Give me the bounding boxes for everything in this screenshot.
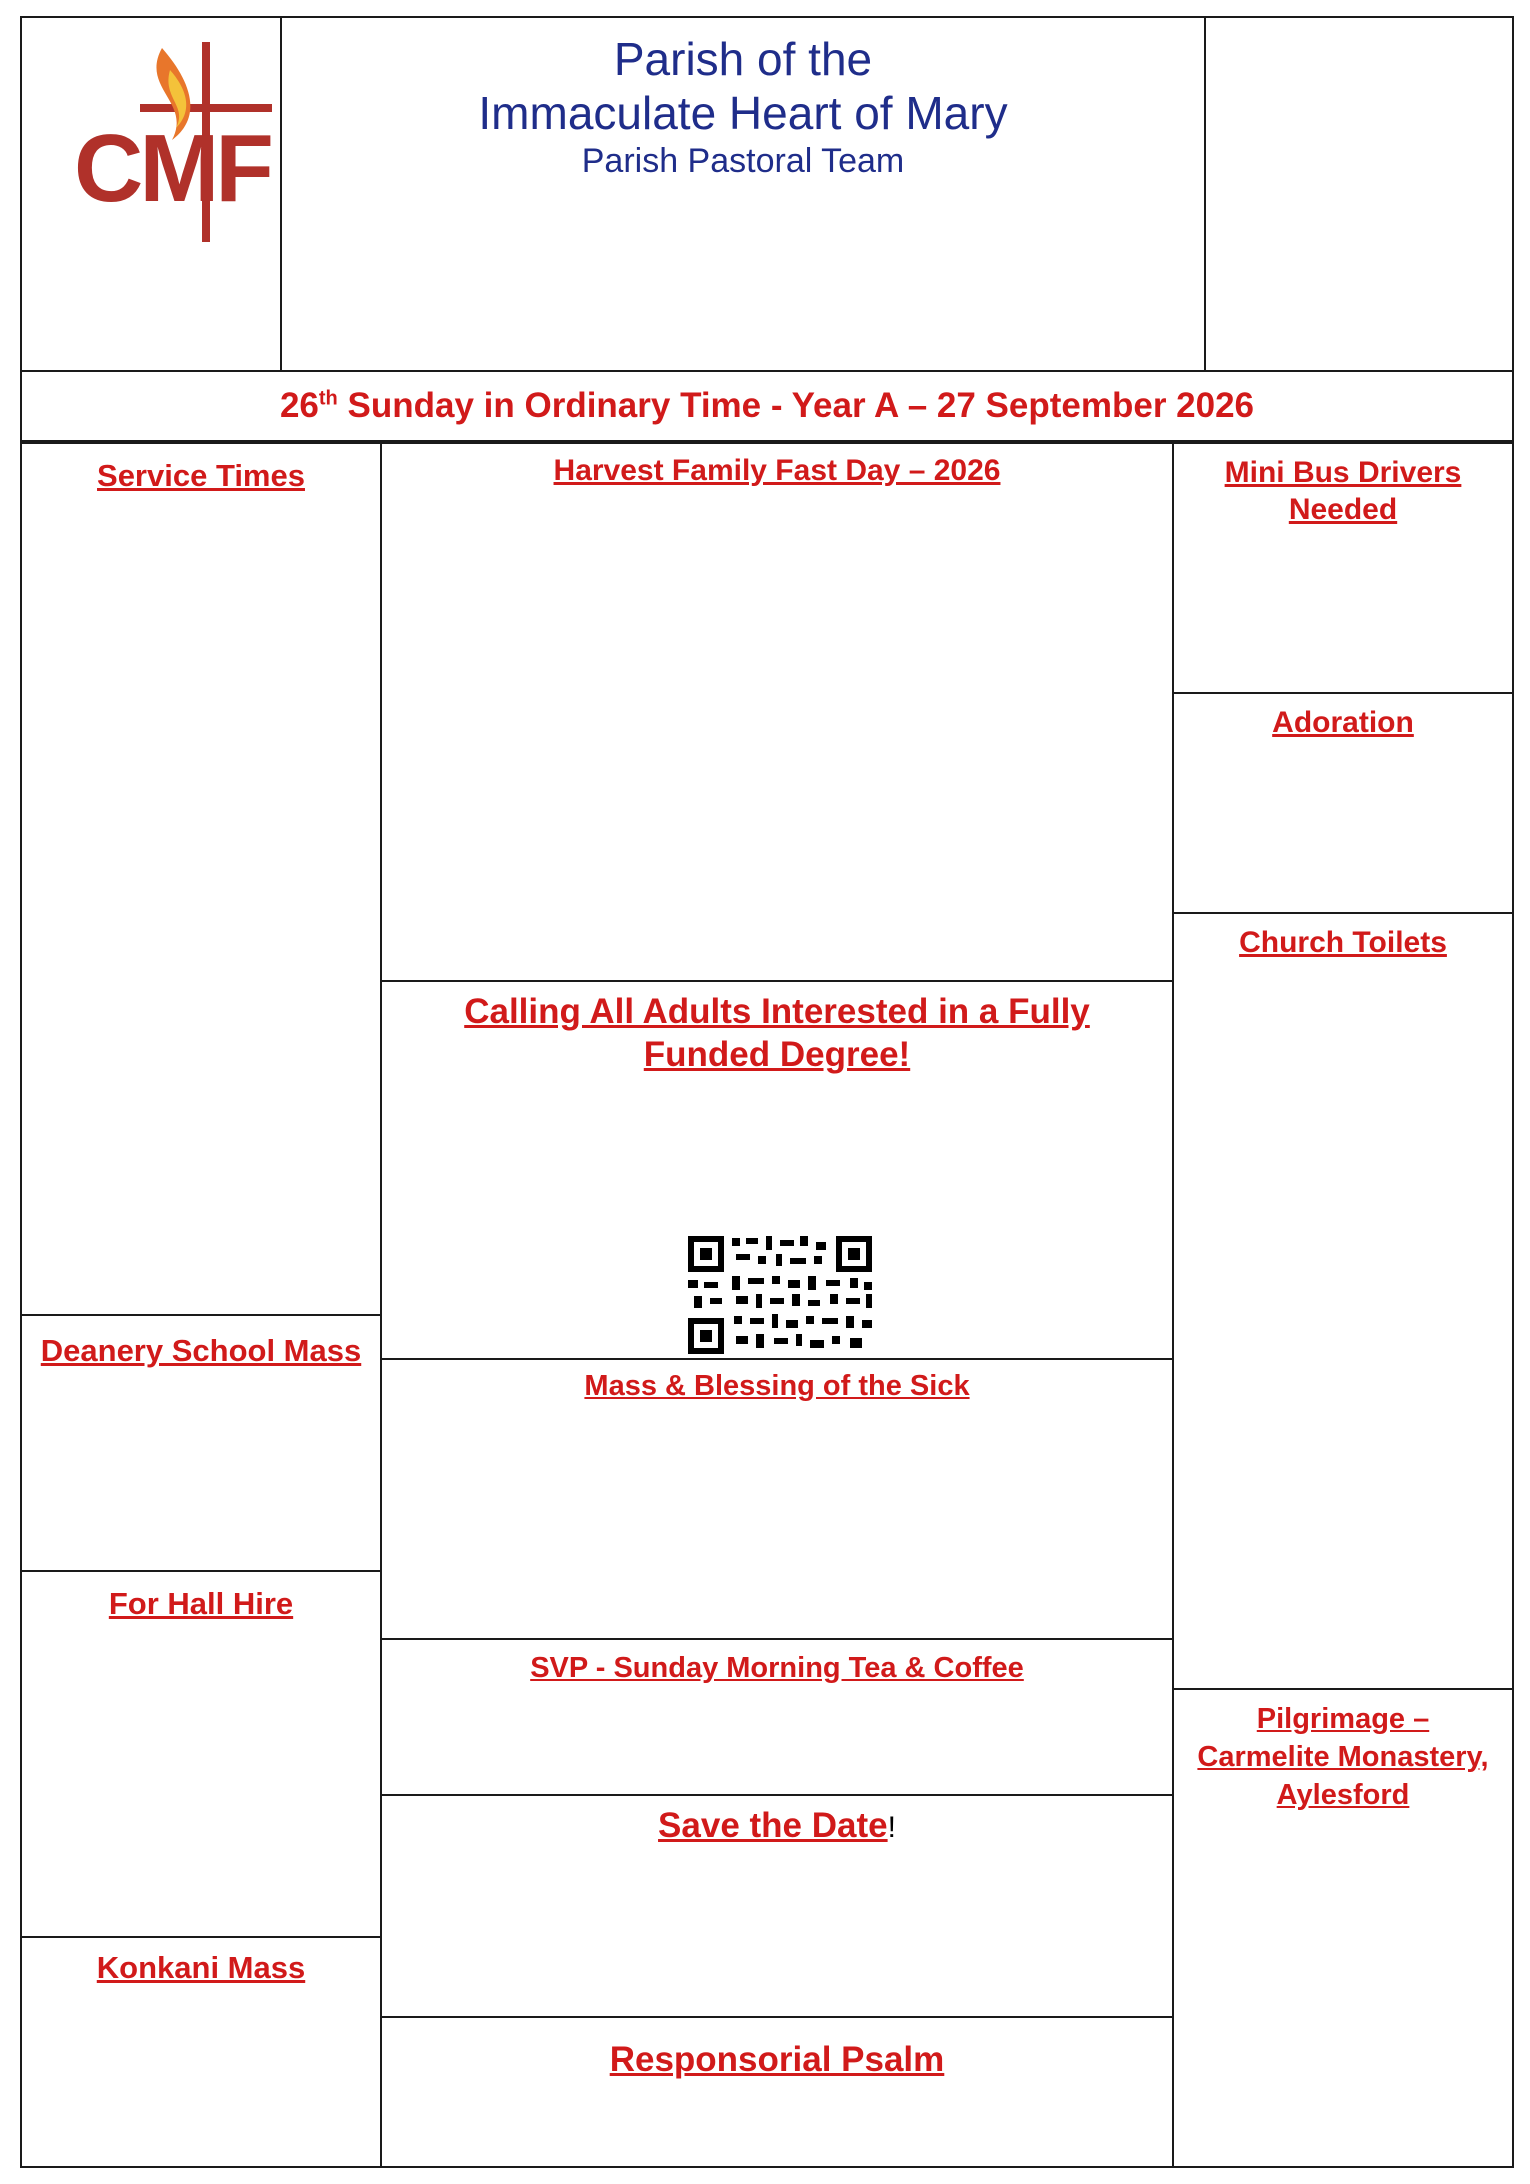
deanery-mass-heading: Deanery School Mass <box>40 1333 362 1368</box>
banner-ordinal: 26 <box>279 386 319 425</box>
pilgrimage-box <box>1172 1688 1514 2168</box>
minibus-drivers-box <box>1172 442 1514 694</box>
pastoral-team-heading: Parish Pastoral Team <box>581 142 905 180</box>
funded-degree-heading: Calling All Adults Interested in a Fully Funded Degree! <box>464 992 1090 1074</box>
save-the-date-heading: Save the Date <box>658 1806 888 1845</box>
hall-hire-heading: For Hall Hire <box>108 1586 294 1621</box>
date-banner <box>20 370 1514 442</box>
responsorial-psalm-box <box>380 2016 1174 2168</box>
harvest-fast-day-box <box>380 442 1174 982</box>
parish-title-panel <box>280 16 1206 372</box>
adoration-heading: Adoration <box>1272 706 1414 739</box>
save-the-date-heading-row <box>402 1806 1152 1846</box>
contact-panel <box>1204 16 1514 372</box>
save-the-date-punct: ! <box>887 1811 896 1844</box>
svp-tea-coffee-box <box>380 1638 1174 1796</box>
svp-tea-coffee-heading: SVP - Sunday Morning Tea & Coffee <box>530 1652 1024 1684</box>
blessing-of-sick-heading: Mass & Blessing of the Sick <box>584 1370 970 1402</box>
deanery-mass-box <box>20 1314 382 1572</box>
church-toilets-heading: Church Toilets <box>1239 926 1447 959</box>
banner-ordinal-suffix: th <box>318 387 338 410</box>
cmf-logo-letters: CMF <box>74 115 270 222</box>
harvest-fast-day-heading: Harvest Family Fast Day – 2026 <box>553 454 1001 487</box>
blessing-of-sick-box <box>380 1358 1174 1640</box>
hall-hire-box <box>20 1570 382 1938</box>
adoration-box <box>1172 692 1514 914</box>
responsorial-psalm-heading: Responsorial Psalm <box>609 2040 945 2079</box>
service-times-heading: Service Times <box>97 458 305 493</box>
banner-title <box>22 386 1512 426</box>
pilgrimage-heading: Pilgrimage – Carmelite Monastery, Aylesford <box>1197 1703 1489 1811</box>
save-the-date-box <box>380 1794 1174 2018</box>
konkani-mass-box <box>20 1936 382 2168</box>
parish-title-line2: Immaculate Heart of Mary <box>478 87 1008 139</box>
banner-text: Sunday in Ordinary Time - Year A – 27 September 2026 <box>337 386 1255 425</box>
qr-code-icon <box>680 1232 880 1354</box>
logo-panel <box>20 16 282 372</box>
konkani-mass-heading: Konkani Mass <box>96 1950 306 1985</box>
church-toilets-box <box>1172 912 1514 1690</box>
minibus-drivers-heading: Mini Bus Drivers Needed <box>1224 456 1462 526</box>
parish-title-line1: Parish of the <box>613 33 873 85</box>
service-times-box <box>20 442 382 1316</box>
